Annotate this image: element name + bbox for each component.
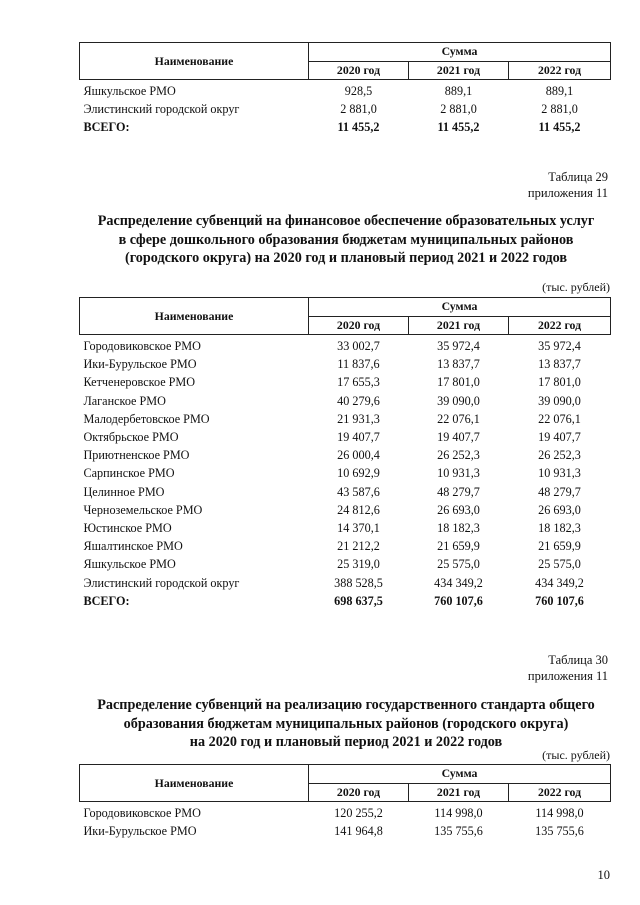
cell-y2020: 120 255,2 <box>334 806 383 820</box>
total-y2021: 760 107,6 <box>434 593 483 608</box>
cell-y2022: 21 659,9 <box>538 539 581 554</box>
table-row <box>80 410 611 428</box>
table-row <box>80 428 611 446</box>
cell-y2021: 26 252,3 <box>437 448 480 463</box>
cell-name: Сарпинское РМО <box>83 466 175 481</box>
cell-y2021: 48 279,7 <box>437 484 480 499</box>
cell-y2022: 18 182,3 <box>538 521 581 536</box>
cell-y2022: 26 693,0 <box>538 502 581 517</box>
cell-name: Ики-Бурульское РМО <box>83 357 197 372</box>
cell-name: Октябрьское РМО <box>83 430 179 445</box>
cell-y2020: 17 655,3 <box>337 375 380 390</box>
table-number: Таблица 29 <box>548 170 608 184</box>
total-y2020: 11 455,2 <box>337 120 380 135</box>
table-30 <box>79 764 611 840</box>
cell-y2022: 22 076,1 <box>538 411 581 426</box>
cell-y2021: 114 998,0 <box>434 806 483 820</box>
cell-name: Лаганское РМО <box>83 393 166 408</box>
cell-y2020: 19 407,7 <box>337 430 380 445</box>
cell-name: Целинное РМО <box>83 484 165 499</box>
table-29-label <box>528 169 608 201</box>
cell-name: Яшкульское РМО <box>83 557 176 572</box>
cell-y2021: 21 659,9 <box>437 539 480 554</box>
table-row <box>80 464 611 482</box>
header-name: Наименование <box>80 765 309 802</box>
total-label: ВСЕГО: <box>83 593 130 608</box>
cell-y2021: 18 182,3 <box>437 521 480 536</box>
table-30-title <box>70 696 622 752</box>
cell-y2020: 928,5 <box>344 84 373 98</box>
cell-y2021: 39 090,0 <box>437 393 480 408</box>
table-row <box>80 802 611 823</box>
table-row <box>80 335 611 356</box>
total-y2020: 698 637,5 <box>334 593 383 608</box>
cell-y2022: 889,1 <box>545 84 574 98</box>
header-name: Наименование <box>80 43 309 80</box>
header-name: Наименование <box>80 298 309 335</box>
title-line: на 2020 год и плановый период 2021 и 2022 годов <box>189 734 503 750</box>
header-year-2020: 2020 год <box>309 61 409 80</box>
table-row <box>80 822 611 840</box>
cell-y2020: 24 812,6 <box>337 502 380 517</box>
header-year-2022: 2022 год <box>509 61 611 80</box>
table-row <box>80 483 611 501</box>
cell-y2022: 2 881,0 <box>541 102 578 117</box>
table-row <box>80 392 611 410</box>
cell-y2021: 17 801,0 <box>437 375 480 390</box>
cell-y2020: 25 319,0 <box>337 557 380 572</box>
table-30-label <box>528 652 608 684</box>
cell-y2020: 21 931,3 <box>337 411 380 426</box>
table-29-title <box>70 212 622 268</box>
total-row <box>80 118 611 136</box>
cell-name: Яшкульское РМО <box>83 84 176 98</box>
cell-y2022: 25 575,0 <box>538 557 581 572</box>
title-line: Распределение субвенций на финансовое обеспечение образовательных услуг <box>97 213 595 229</box>
cell-y2022: 114 998,0 <box>535 806 584 820</box>
cell-y2020: 141 964,8 <box>334 824 383 839</box>
cell-y2021: 19 407,7 <box>437 430 480 445</box>
cell-y2020: 2 881,0 <box>340 102 377 117</box>
cell-y2020: 21 212,2 <box>337 539 380 554</box>
table-row <box>80 80 611 101</box>
cell-y2021: 135 755,6 <box>434 824 483 839</box>
cell-y2022: 39 090,0 <box>538 393 581 408</box>
table-continuation <box>79 42 611 137</box>
title-line: образования бюджетам муниципальных районов (городского округа) <box>123 715 569 732</box>
cell-name: Элистинский городской округ <box>83 102 240 117</box>
table-row <box>80 537 611 555</box>
cell-y2021: 25 575,0 <box>437 557 480 572</box>
header-year-2020: 2020 год <box>309 783 409 802</box>
cell-name: Юстинское РМО <box>83 521 172 536</box>
page-number: 10 <box>597 868 610 882</box>
cell-y2021: 22 076,1 <box>437 411 480 426</box>
cell-y2020: 26 000,4 <box>337 448 380 463</box>
cell-y2022: 17 801,0 <box>538 375 581 390</box>
cell-y2020: 10 692,9 <box>337 466 380 481</box>
header-sum: Сумма <box>309 765 611 784</box>
cell-name: Яшалтинское РМО <box>83 539 183 554</box>
cell-y2020: 40 279,6 <box>337 393 380 408</box>
cell-y2021: 10 931,3 <box>437 466 480 481</box>
table-row <box>80 446 611 464</box>
cell-name: Элистинский городской округ <box>83 575 240 590</box>
header-year-2021: 2021 год <box>409 783 509 802</box>
cell-name: Малодербетовское РМО <box>83 411 210 426</box>
cell-y2020: 14 370,1 <box>337 521 380 536</box>
total-y2021: 11 455,2 <box>437 120 480 135</box>
total-y2022: 760 107,6 <box>535 593 584 608</box>
cell-y2022: 10 931,3 <box>538 466 581 481</box>
cell-y2021: 434 349,2 <box>434 575 483 590</box>
table-row <box>80 373 611 391</box>
units-label: (тыс. рублей) <box>542 280 610 294</box>
cell-y2020: 43 587,6 <box>337 484 380 499</box>
total-row <box>80 592 611 610</box>
total-y2022: 11 455,2 <box>538 120 581 135</box>
title-line: Распределение субвенций на реализацию государственного стандарта общего <box>97 697 595 713</box>
cell-name: Черноземельское РМО <box>83 502 203 517</box>
total-label: ВСЕГО: <box>83 120 130 135</box>
appendix-ref: приложения 11 <box>527 186 608 200</box>
table-row <box>80 100 611 118</box>
cell-name: Городовиковское РМО <box>83 806 201 820</box>
header-sum: Сумма <box>309 298 611 317</box>
header-year-2022: 2022 год <box>509 316 611 335</box>
cell-y2020: 11 837,6 <box>337 357 380 372</box>
title-line: в сфере дошкольного образования бюджетам муниципальных районов <box>118 231 574 248</box>
table-row <box>80 355 611 373</box>
cell-y2022: 434 349,2 <box>535 575 584 590</box>
table-row <box>80 519 611 537</box>
cell-y2022: 19 407,7 <box>538 430 581 445</box>
cell-y2022: 26 252,3 <box>538 448 581 463</box>
header-year-2021: 2021 год <box>409 316 509 335</box>
cell-name: Приютненское РМО <box>83 448 190 463</box>
table-number: Таблица 30 <box>548 653 608 667</box>
cell-y2020: 388 528,5 <box>334 575 383 590</box>
cell-name: Городовиковское РМО <box>83 339 201 353</box>
cell-y2021: 2 881,0 <box>440 102 477 117</box>
header-year-2020: 2020 год <box>309 316 409 335</box>
cell-y2022: 35 972,4 <box>538 339 581 353</box>
table-29 <box>79 297 611 610</box>
cell-y2021: 889,1 <box>444 84 473 98</box>
cell-y2021: 13 837,7 <box>437 357 480 372</box>
table-row <box>80 574 611 592</box>
header-year-2022: 2022 год <box>509 783 611 802</box>
cell-y2021: 35 972,4 <box>437 339 480 353</box>
header-year-2021: 2021 год <box>409 61 509 80</box>
header-sum: Сумма <box>309 43 611 62</box>
appendix-ref: приложения 11 <box>527 669 608 683</box>
cell-y2022: 135 755,6 <box>535 824 584 839</box>
units-label: (тыс. рублей) <box>542 748 610 762</box>
cell-name: Ики-Бурульское РМО <box>83 824 197 839</box>
cell-name: Кетченеровское РМО <box>83 375 196 390</box>
cell-y2021: 26 693,0 <box>437 502 480 517</box>
cell-y2022: 48 279,7 <box>538 484 581 499</box>
table-row <box>80 501 611 519</box>
table-row <box>80 555 611 573</box>
title-line: (городского округа) на 2020 год и плановый период 2021 и 2022 годов <box>124 250 568 266</box>
cell-y2020: 33 002,7 <box>337 339 380 353</box>
cell-y2022: 13 837,7 <box>538 357 581 372</box>
